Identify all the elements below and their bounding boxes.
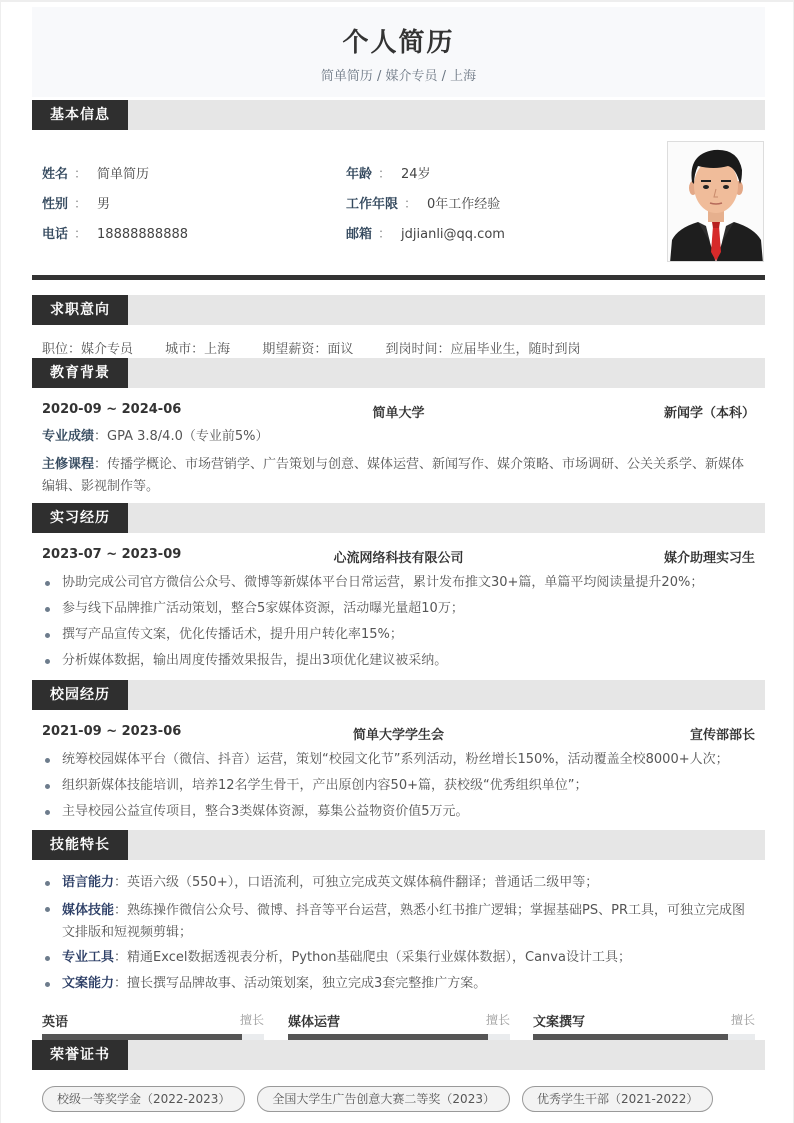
section-title: 教育背景 (32, 358, 128, 388)
education-period: 2020-09 ~ 2024-06 (42, 402, 182, 417)
info-value: 0年工作经验 (427, 197, 501, 212)
skill-label: 文案能力 (62, 976, 115, 991)
info-label: 电话 (42, 227, 69, 242)
section-title: 实习经历 (32, 503, 128, 533)
info-value: 男 (97, 197, 111, 212)
section-intention-header (32, 295, 765, 325)
colon: ： (404, 197, 418, 212)
info-label: 工作年限 (346, 197, 399, 212)
campus-bullet: 主导校园公益宣传项目，整合3类媒体资源，募集公益物资价值5万元。 (42, 803, 755, 821)
courses-value: ：传播学概论、市场营销学、广告策划与创意、媒体运营、新闻写作、媒介策略、市场调研、公关关系学、新媒体编辑、影视制作等。 (42, 457, 745, 494)
skill-text: ：擅长撰写品牌故事、活动策划案，独立完成3套完整推广方案。 (114, 976, 487, 991)
campus-entry-head (42, 724, 755, 744)
campus-bullet: 组织新媒体技能培训，培养12名学生骨干，产出原创内容50+篇，获校级“优秀组织单位”； (42, 777, 755, 795)
education-school: 简单大学 (372, 406, 425, 421)
section-campus-header (32, 680, 765, 710)
education-courses (42, 454, 755, 498)
internship-bullet: 撰写产品宣传文案，优化传播话术，提升用户转化率15%； (42, 626, 755, 644)
skill-item (42, 975, 755, 993)
honor-badge: 校级一等奖学金（2022-2023） (42, 1086, 245, 1112)
skill-bar-level: 擅长 (485, 1013, 510, 1027)
internship-bullet: 协助完成公司官方微信公众号、微博等新媒体平台日常运营，累计发布推文30+篇，单篇平均阅读量提升20%； (42, 574, 755, 592)
skill-text: ：英语六级（550+），口语流利，可独立完成英文媒体稿件翻译；普通话二级甲等； (114, 875, 599, 890)
skill-text: ：熟练操作微信公众号、微博、抖音等平台运营，熟悉小红书推广逻辑；掌握基础PS、PR工具，可独立完成图文排版和短视频剪辑； (62, 903, 745, 940)
section-title: 求职意向 (32, 295, 128, 325)
section-title: 基本信息 (32, 100, 128, 130)
info-label: 邮箱 (346, 227, 373, 242)
internship-period: 2023-07 ~ 2023-09 (42, 547, 182, 562)
colon: ： (74, 227, 88, 242)
gpa-label: 专业成绩 (42, 429, 95, 444)
skill-bar-copywriting (533, 1011, 755, 1041)
campus-role: 宣传部部长 (689, 728, 755, 743)
skill-label: 媒体技能 (62, 903, 115, 918)
info-name (42, 163, 149, 182)
internship-bullet: 参与线下品牌推广活动策划，整合5家媒体资源，活动曝光量超10万； (42, 600, 755, 618)
info-label: 姓名 (42, 167, 69, 182)
internship-role: 媒介助理实习生 (663, 551, 755, 566)
section-title: 荣誉证书 (32, 1040, 128, 1070)
skill-bar-level: 擅长 (239, 1013, 264, 1027)
skill-bar-name: 英语 (42, 1015, 69, 1030)
intention-arrival: 到岗时间：应届毕业生，随时到岗 (385, 342, 581, 357)
section-title: 校园经历 (32, 680, 128, 710)
skill-item (42, 949, 755, 967)
skill-item (42, 874, 755, 892)
section-internship-header (32, 503, 765, 533)
skill-item (42, 900, 755, 944)
info-value: 18888888888 (97, 227, 189, 242)
campus-org: 简单大学学生会 (352, 728, 444, 743)
internship-entry-head (42, 547, 755, 567)
skill-bar-level: 擅长 (730, 1013, 755, 1027)
skill-bar-media-ops (288, 1011, 510, 1041)
section-skills-header (32, 830, 765, 860)
intention-row (42, 338, 580, 357)
info-gender (42, 193, 110, 212)
section-divider (32, 275, 765, 280)
avatar-photo (667, 141, 764, 262)
colon: ： (378, 227, 392, 242)
resume-header (32, 7, 765, 97)
section-title: 技能特长 (32, 830, 128, 860)
info-label: 年龄 (346, 167, 373, 182)
intention-salary: 期望薪资：面议 (262, 342, 354, 357)
education-major: 新闻学（本科） (663, 406, 755, 421)
skill-bar-english (42, 1011, 264, 1041)
info-work-years (346, 193, 500, 212)
info-value: 简单简历 (97, 167, 150, 182)
honor-badges (42, 1086, 713, 1112)
honor-badge: 全国大学生广告创意大赛二等奖（2023） (257, 1086, 510, 1112)
campus-bullet: 统筹校园媒体平台（微信、抖音）运营，策划“校园文化节”系列活动，粉丝增长150%，活动覆盖全校8000+人次； (42, 751, 755, 769)
section-education-header (32, 358, 765, 388)
skill-text: ：精通Excel数据透视表分析，Python基础爬虫（采集行业媒体数据），Canva设计工具； (114, 950, 631, 965)
campus-period: 2021-09 ~ 2023-06 (42, 724, 182, 739)
internship-company: 心流网络科技有限公司 (333, 551, 464, 566)
section-honors-header (32, 1040, 765, 1070)
avatar-icon (668, 142, 764, 262)
intention-position: 职位：媒介专员 (42, 342, 134, 357)
info-value: jdjianli@qq.com (401, 227, 505, 242)
gpa-value: ：GPA 3.8/4.0（专业前5%） (94, 429, 269, 444)
info-value: 24岁 (401, 167, 431, 182)
skill-bar-name: 媒体运营 (288, 1015, 341, 1030)
education-gpa (42, 426, 755, 448)
info-age (346, 163, 431, 182)
skill-bar-name: 文案撰写 (533, 1015, 586, 1030)
info-phone (42, 223, 188, 242)
page-title: 个人简历 (342, 28, 455, 58)
courses-label: 主修课程 (42, 457, 95, 472)
colon: ： (74, 167, 88, 182)
education-entry-head (42, 402, 755, 422)
intention-city: 城市：上海 (165, 342, 231, 357)
colon: ： (378, 167, 392, 182)
section-basic-info-header (32, 100, 765, 130)
honor-badge: 优秀学生干部（2021-2022） (522, 1086, 713, 1112)
info-email (346, 223, 505, 242)
skill-label: 专业工具 (62, 950, 115, 965)
colon: ： (74, 197, 88, 212)
internship-bullet: 分析媒体数据，输出周度传播效果报告，提出3项优化建议被采纳。 (42, 652, 755, 670)
page-subtitle: 简单简历 / 媒介专员 / 上海 (320, 69, 477, 84)
skill-label: 语言能力 (62, 875, 115, 890)
info-label: 性别 (42, 197, 69, 212)
